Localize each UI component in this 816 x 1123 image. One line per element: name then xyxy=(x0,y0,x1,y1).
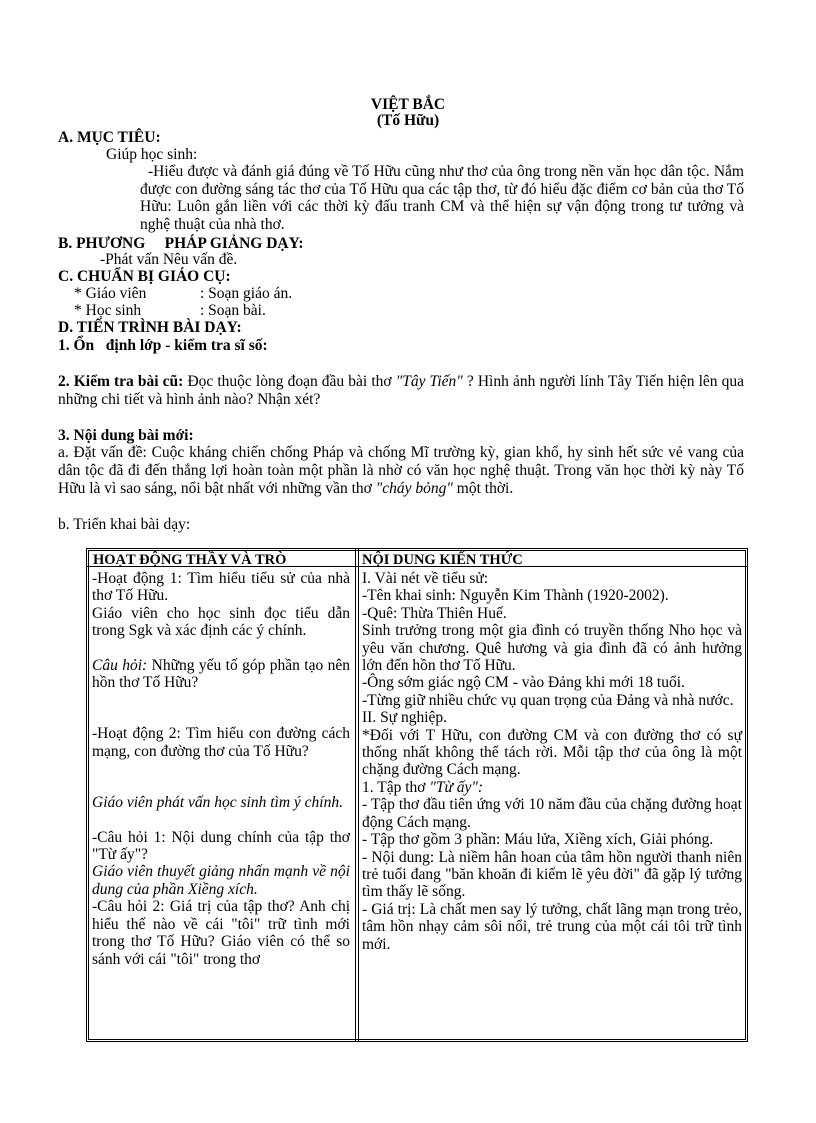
activity-1: -Hoạt động 1: Tìm hiểu tiểu sử của nhà thơ Tố Hữu. xyxy=(92,570,350,605)
question-2: -Câu hỏi 2: Giá trị của tập thơ? Anh chị hiểu thế nào về cái "tôi" trữ tình mới trong thơ Tố Hữu? Giáo viên có thể so sánh với cái "tôi" trong thơ xyxy=(92,898,350,968)
step-3a-quote: "cháy bỏng" xyxy=(375,480,453,497)
right-row-9-a: 1. Tập thơ xyxy=(362,778,430,796)
table-left-column xyxy=(92,570,350,968)
student-value: : Soạn bài. xyxy=(200,302,266,319)
activity-1-detail: Giáo viên cho học sinh đọc tiểu dẫn trong Sgk và xác định các ý chính. xyxy=(92,604,350,640)
step-3a xyxy=(58,444,744,498)
step-1: 1. Ổn định lớp - kiểm tra sĩ số: xyxy=(58,337,268,354)
step-2-label: 2. Kiểm tra bài cũ: xyxy=(58,373,184,390)
question-1: -Câu hỏi 1: Nội dung chính của tập thơ "Từ ấy"? xyxy=(92,828,350,864)
right-row-9 xyxy=(362,779,742,796)
step-2-poem: "Tây Tiến" xyxy=(395,373,463,390)
teacher-note-1-text: Giáo viên phát vấn học sinh tìm ý chính. xyxy=(92,794,343,812)
page-subtitle: (Tố Hữu) xyxy=(376,112,440,129)
right-row-2: -Tên khai sinh: Nguyễn Kim Thành (1920-2002). xyxy=(362,587,669,605)
section-b-line: -Phát vấn Nêu vấn đề. xyxy=(100,251,238,268)
step-3: 3. Nội dung bài mới: xyxy=(58,427,194,444)
section-a-heading: A. MỤC TIÊU: xyxy=(58,129,161,146)
teacher-note-1 xyxy=(92,794,350,811)
question-label: Câu hỏi: xyxy=(92,656,148,674)
teacher-note-2 xyxy=(92,863,350,898)
step-2-text-b: ? Hình ảnh người lính Tây Tiến hiện lên qua những chi tiết và hình ảnh nào? Nhận xét? xyxy=(58,373,744,408)
right-row-5: -Ông sớm giác ngộ CM - vào Đảng khi mới 18 tuổi. xyxy=(362,674,685,692)
teacher-note-2-text: Giáo viên thuyết giảng nhấn mạnh về nội dung của phần Xiềng xích. xyxy=(92,863,350,898)
question-0 xyxy=(92,657,350,692)
activity-2: -Hoạt động 2: Tìm hiểu con đường cách mạng, con đường thơ của Tố Hữu? xyxy=(92,725,350,760)
section-c-heading: C. CHUẨN BỊ GIÁO CỤ: xyxy=(58,268,231,285)
step-2-text-a: Đọc thuộc lòng đoạn đầu bài thơ xyxy=(187,373,396,390)
right-row-11: - Tập thơ gồm 3 phần: Máu lửa, Xiềng xích, Giải phóng. xyxy=(362,831,714,849)
question-text: Những yếu tố góp phần tạo nên hồn thơ Tố Hữu? xyxy=(92,656,350,692)
right-row-7: II. Sự nghiệp. xyxy=(362,709,448,727)
right-row-12: - Nội dung: Là niềm hân hoan của tâm hồn người thanh niên trẻ tuổi đang "băn khoăn đi kiếm lẽ yêu đời" đã gặp lý tưởng tìm thấy lẽ sống. xyxy=(362,848,742,901)
student-label: * Học sinh xyxy=(74,302,142,319)
teacher-label: * Giáo viên xyxy=(74,285,147,302)
section-a-intro: Giúp học sinh: xyxy=(106,146,198,163)
table-column-divider xyxy=(355,548,359,1042)
section-d-heading: D. TIẾN TRÌNH BÀI DẠY: xyxy=(58,319,242,336)
page-title: VIỆT BẮC xyxy=(370,96,446,113)
right-row-6: -Từng giữ nhiều chức vụ quan trọng của Đảng và nhà nước. xyxy=(362,691,734,709)
table-header-right: NỘI DUNG KIẾN THỨC xyxy=(362,552,523,568)
section-a-paragraph: -Hiểu được và đánh giá đúng về Tố Hữu cũng như thơ của ông trong nền văn học dân tộc. Nắm được con đường sáng tác thơ của Tố Hữu qua các tập thơ, từ đó hiểu đặc điểm cơ bản của thơ Tố Hữu: Luôn gắn liền với các thời kỳ đấu tranh CM và thể hiện sự vận động trong tư tưởng và nghệ thuật của nhà thơ. xyxy=(140,163,744,233)
right-row-13: - Giá trị: Là chất men say lý tưởng, chất lãng mạn trong trẻo, tâm hồn nhạy cảm sôi nổi, trẻ trung của một cái tôi trữ tình mới. xyxy=(362,900,742,953)
step-2 xyxy=(58,373,744,409)
table-right-column xyxy=(362,570,742,953)
right-row-9-b: "Từ ấy": xyxy=(429,778,484,796)
table-header-left: HOẠT ĐỘNG THẦY VÀ TRÒ xyxy=(93,552,287,568)
teacher-value: : Soạn giáo án. xyxy=(200,285,293,302)
right-row-8: *Đối với T Hữu, con đường CM và con đường thơ có sự thống nhất không thể tách rời. Mỗi tập thơ của ông là một chặng đường Cách mạng. xyxy=(362,726,742,779)
step-3b: b. Triển khai bài dạy: xyxy=(58,516,191,533)
right-row-3: -Quê: Thừa Thiên Huế. xyxy=(362,604,507,622)
step-3a-text: a. Đặt vấn đề: Cuộc kháng chiến chống Pháp và chống Mĩ trường kỳ, gian khổ, hy sinh hết sức vẻ vang của dân tộc đã đi đến thắng lợi hoàn toàn một phần là nhờ có văn học nghệ thuật. Trong văn học thời kỳ này Tố Hữu là vì sao sáng, nổi bật nhất với những vần thơ xyxy=(58,444,744,497)
step-3a-end: một thời. xyxy=(452,480,514,497)
right-row-10: - Tập thơ đầu tiên ứng với 10 năm đầu của chặng đường hoạt động Cách mạng. xyxy=(362,796,742,831)
right-row-1: I. Vài nét về tiểu sử: xyxy=(362,570,489,587)
section-b-heading: B. PHƯƠNG PHÁP GIẢNG DẠY: xyxy=(58,235,304,252)
right-row-4: Sinh trưởng trong một gia đình có truyền thống Nho học và yêu văn chương. Quê hương và gia đình đã có ảnh hưởng lớn đến hồn thơ Tố Hữu. xyxy=(362,622,742,675)
